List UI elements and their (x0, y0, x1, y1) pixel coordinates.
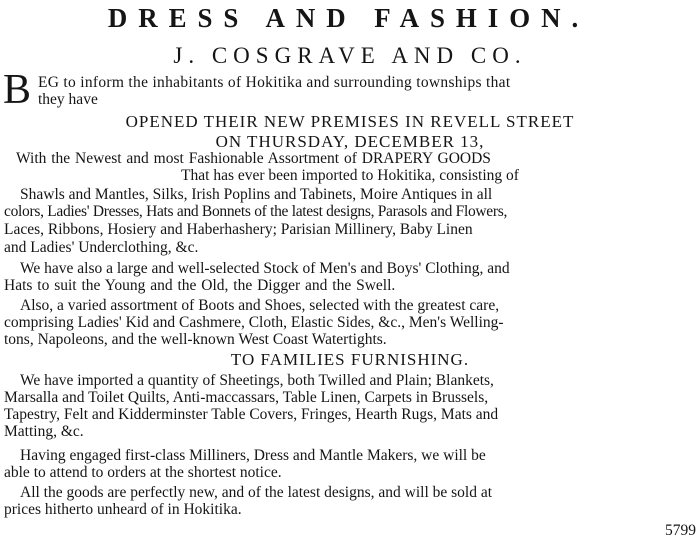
body-line: Having engaged first-class Milliners, Dress and Mantle Makers, we will be (20, 447, 486, 464)
body-line: All the goods are perfectly new, and of the latest designs, and will be sold at (20, 484, 493, 501)
firm-name: J. COSGRAVE AND CO. (173, 43, 527, 68)
body-line: tons, Napoleons, and the well-known West Coast Watertights. (4, 331, 387, 348)
ad-heading: DRESS AND FASHION. (107, 3, 590, 33)
drop-cap: B (3, 67, 32, 113)
body-line: prices hitherto unheard of in Hokitika. (4, 501, 242, 518)
ad-number: 5799 (665, 522, 696, 539)
body-line: Matting, &c. (4, 423, 84, 440)
body-line: and Ladies' Underclothing, &c. (4, 239, 199, 256)
body-line: Tapestry, Felt and Kidderminster Table Covers, Fringes, Hearth Rugs, Mats and (4, 406, 499, 423)
intro-line-1: EG to inform the inhabitants of Hokitika and surrounding townships that (38, 74, 511, 91)
body-line: Hats to suit the Young and the Old, the Digger and the Swell. (4, 277, 396, 294)
body-line: We have also a large and well-selected Stock of Men's and Boys' Clothing, and (20, 260, 510, 277)
body-line: Marsalla and Toilet Quilts, Anti-maccassars, Table Linen, Carpets in Brussels, (4, 389, 489, 406)
families-heading: TO FAMILIES FURNISHING. (230, 350, 470, 369)
intro-line-2: they have (38, 91, 98, 108)
body-line: comprising Ladies' Kid and Cashmere, Cloth, Elastic Sides, &c., Men's Welling- (4, 314, 504, 331)
body-line: Laces, Ribbons, Hosiery and Haberhashery; Parisian Millinery, Baby Linen (4, 221, 473, 238)
body-line: We have imported a quantity of Sheetings, both Twilled and Plain; Blankets, (20, 372, 494, 389)
body-line: able to attend to orders at the shortest notice. (4, 464, 282, 481)
opened-heading: OPENED THEIR NEW PREMISES IN REVELL STREET (125, 112, 575, 131)
body-line: Shawls and Mantles, Silks, Irish Poplins and Tabinets, Moire Antiques in all (20, 186, 493, 203)
body-line: colors, Ladies' Dresses, Hats and Bonnets of the latest designs, Parasols and Flowers, (4, 203, 508, 220)
body-line: That has ever been imported to Hokitika, consisting of (181, 167, 519, 184)
body-line: Also, a varied assortment of Boots and Shoes, selected with the greatest care, (20, 297, 500, 314)
body-line: With the Newest and most Fashionable Assortment of DRAPERY GOODS (16, 150, 491, 167)
opening-date: ON THURSDAY, DECEMBER 13, (215, 132, 485, 151)
